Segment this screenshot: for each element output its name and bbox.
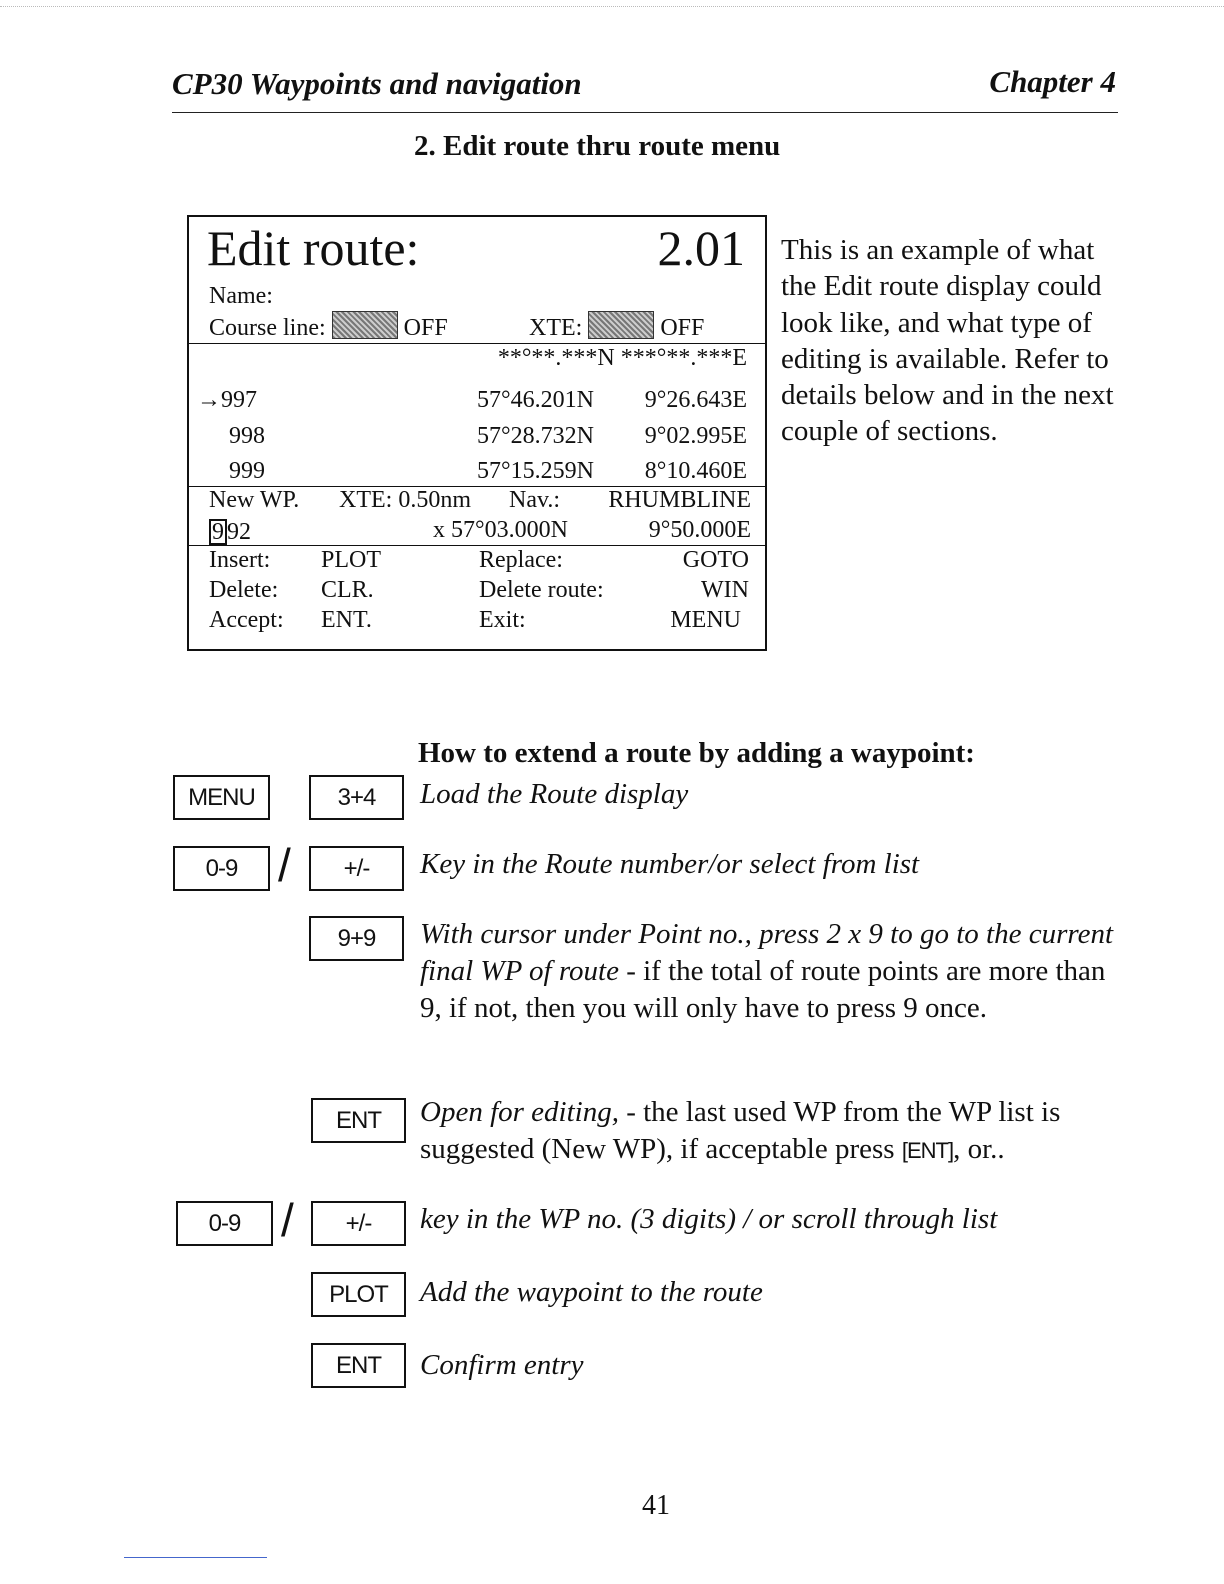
menu-label: Replace: [479, 547, 563, 573]
new-wp-label: New WP. [209, 487, 300, 513]
menu-key: PLOT [321, 547, 381, 573]
point-lon: 9°26.643E [644, 387, 747, 413]
new-wp-lon: 9°50.000E [648, 517, 751, 543]
digit-key: 0-9 [176, 1201, 273, 1246]
menu-label: Exit: [479, 607, 526, 633]
point-lat: 57°15.259N [477, 458, 594, 484]
new-wp-lat: x 57°03.000N [433, 517, 568, 543]
menu-key: GOTO [682, 547, 749, 573]
step-confirm: Confirm entry [420, 1349, 584, 1381]
enter-key: ENT [311, 1098, 406, 1143]
menu-label: Delete: [209, 577, 279, 603]
step-open-editing: Open for editing, - the last used WP from the WP list is suggested (New WP), if acceptable press [ENT], or.. [420, 1096, 1061, 1165]
screen-divider [189, 545, 765, 546]
course-line-row [209, 311, 448, 342]
footnote-rule [124, 1557, 267, 1558]
nav-value: RHUMBLINE [608, 487, 751, 513]
running-header-title: CP30 Waypoints and navigation [172, 66, 582, 101]
plot-key: PLOT [311, 1272, 406, 1317]
course-line-value: OFF [403, 315, 448, 341]
menu-label: Insert: [209, 547, 271, 573]
xte-label: XTE: [529, 315, 583, 341]
running-header-chapter: Chapter 4 [989, 64, 1116, 99]
course-line-label: Course line: [209, 315, 326, 341]
section-title: 2. Edit route thru route menu [414, 130, 781, 162]
menu-label: Delete route: [479, 577, 604, 603]
point-lon: 8°10.460E [644, 458, 747, 484]
step-add-waypoint: Add the waypoint to the route [420, 1276, 763, 1308]
screen-description: This is an example of what the Edit route display could look like, and what type of editing is available. Refer to details below and in the next couple of sections. [781, 234, 1114, 448]
step-route-number: Key in the Route number/or select from list [420, 848, 920, 880]
key-3-plus-4: 3+4 [309, 775, 404, 820]
menu-key: MENU [670, 607, 741, 633]
menu-key: WIN [701, 577, 749, 603]
edit-route-screen [187, 215, 767, 651]
name-label: Name: [209, 283, 273, 309]
screen-divider [189, 343, 765, 344]
point-lat: 57°28.732N [477, 423, 594, 449]
xte-value: OFF [660, 315, 705, 341]
point-id: 998 [229, 423, 265, 449]
new-wp-rest: 92 [227, 519, 251, 545]
or-separator: / [278, 839, 291, 891]
plus-minus-key: +/- [309, 846, 404, 891]
new-xte: XTE: 0.50nm [339, 487, 471, 513]
page-number: 41 [642, 1490, 670, 1521]
step-key-wp: key in the WP no. (3 digits) / or scroll through list [420, 1203, 998, 1235]
xte-toggle-icon [588, 311, 654, 339]
enter-key: ENT [311, 1343, 406, 1388]
coord-mask: **°**.***N ***°**.***E [497, 345, 747, 371]
nav-label: Nav.: [509, 487, 561, 513]
point-lat: 57°46.201N [477, 387, 594, 413]
point-lon: 9°02.995E [644, 423, 747, 449]
point-id: →997 [197, 387, 257, 413]
screen-route-number: 2.01 [657, 220, 745, 276]
plus-minus-key: +/- [311, 1201, 406, 1246]
xte-row [529, 311, 704, 342]
step-go-to-final-wp: With cursor under Point no., press 2 x 9 to go to the current final WP of route - if the total of route points are more than 9, if not, then you will only have to press 9 once. [420, 918, 1113, 1024]
header-rule [172, 112, 1118, 113]
menu-key: ENT. [321, 607, 372, 633]
menu-key: CLR. [321, 577, 374, 603]
menu-key: MENU [173, 775, 270, 820]
key-9-plus-9: 9+9 [309, 916, 404, 961]
course-line-toggle-icon [332, 311, 398, 339]
digit-key: 0-9 [173, 846, 270, 891]
or-separator: / [281, 1194, 294, 1246]
screen-title: Edit route: [207, 220, 420, 276]
point-id: 999 [229, 458, 265, 484]
menu-label: Accept: [209, 607, 284, 633]
scan-top-edge [0, 6, 1224, 7]
howto-heading: How to extend a route by adding a waypoint: [418, 737, 975, 769]
step-load-route: Load the Route display [420, 778, 689, 810]
edit-cursor: 9 [209, 519, 227, 545]
new-wp-number [209, 519, 251, 546]
